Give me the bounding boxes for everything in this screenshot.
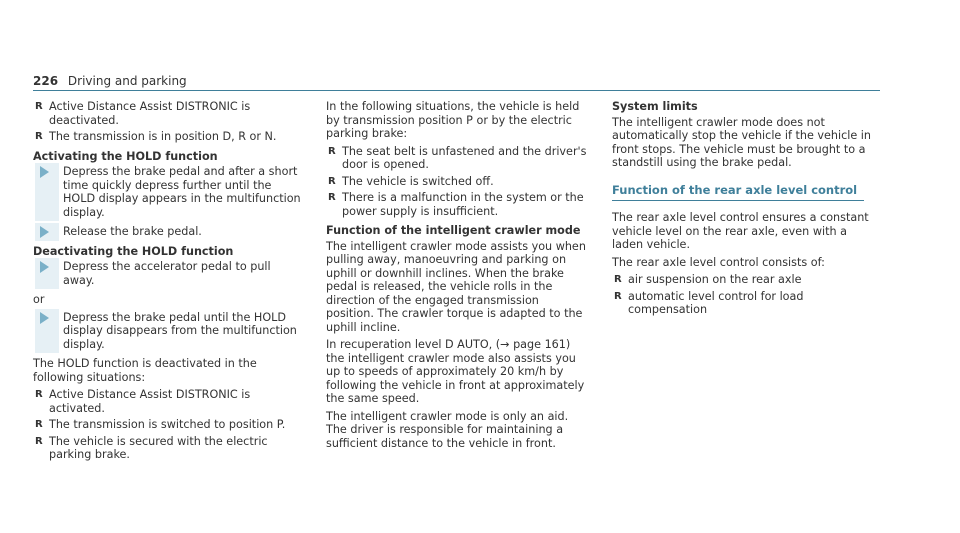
list-item: R There is a malfunction in the system or the power supply is insufficient.	[326, 191, 590, 218]
crawler-heading: Function of the intelligent crawler mode	[326, 224, 581, 237]
list-item: R air suspension on the rear axle	[612, 273, 880, 287]
list-item: R The seat belt is unfastened and the driver's door is opened.	[326, 145, 590, 172]
list-item: R The transmission is switched to position P.	[33, 418, 303, 432]
paragraph: The intelligent crawler mode is only an aid. The driver is responsible for maintaining a sufficient distance to the vehicle in front.	[326, 409, 569, 450]
step-item: Depress the accelerator pedal to pull away.	[33, 260, 303, 287]
system-limits-heading: System limits	[612, 100, 698, 113]
step-item: Release the brake pedal.	[33, 225, 303, 239]
paragraph: The HOLD function is deactivated in the following situations:	[33, 357, 257, 384]
column-1	[33, 100, 303, 465]
paragraph: In recuperation level D AUTO, (→ page 161) the intelligent crawler mode also assists you up to speeds of approximately 20 km/h by following the vehicle in front at approximately the same speed.	[326, 338, 585, 405]
section-name: Driving and parking	[67, 74, 187, 88]
list-item: R Active Distance Assist DISTRONIC is deactivated.	[33, 100, 303, 127]
step-item: Depress the brake pedal and after a short time quickly depress further until the HOLD display appears in the multifunction display.	[33, 165, 303, 219]
list-item: R The vehicle is secured with the electric parking brake.	[33, 435, 303, 462]
activating-hold-heading: Activating the HOLD function	[33, 149, 218, 163]
page-header	[33, 74, 187, 88]
column-3	[612, 100, 880, 320]
list-item: R automatic level control for load compensation	[612, 290, 880, 317]
list-item: R The vehicle is switched off.	[326, 175, 590, 189]
section-title: Function of the rear axle level control	[612, 184, 864, 202]
arrow-icon	[40, 261, 49, 273]
arrow-icon	[40, 226, 49, 238]
step-item: Depress the brake pedal until the HOLD display disappears from the multifunction display.	[33, 311, 303, 352]
paragraph: The intelligent crawler mode does not automatically stop the vehicle if the vehicle in front stops. The vehicle must be brought to a standstill using the brake pedal.	[612, 115, 871, 169]
header-rule	[33, 90, 880, 91]
or-text: or	[33, 293, 45, 306]
arrow-icon	[40, 166, 49, 178]
paragraph: In the following situations, the vehicle is held by transmission position P or by the electric parking brake:	[326, 100, 580, 140]
page-number: 226	[33, 74, 59, 88]
column-2	[326, 100, 590, 454]
arrow-icon	[40, 312, 49, 324]
deactivating-hold-heading: Deactivating the HOLD function	[33, 244, 234, 258]
paragraph: The rear axle level control consists of:	[612, 255, 825, 269]
paragraph: The rear axle level control ensures a constant vehicle level on the rear axle, even with a laden vehicle.	[612, 211, 869, 251]
list-item: R The transmission is in position D, R or N.	[33, 130, 303, 144]
list-item: R Active Distance Assist DISTRONIC is activated.	[33, 388, 303, 415]
paragraph: The intelligent crawler mode assists you when pulling away, manoeuvring and parking on uphill or downhill inclines. When the brake pedal is released, the vehicle rolls in the direction of the engaged transmission position. The crawler torque is adapted to the uphill incline.	[326, 239, 586, 334]
